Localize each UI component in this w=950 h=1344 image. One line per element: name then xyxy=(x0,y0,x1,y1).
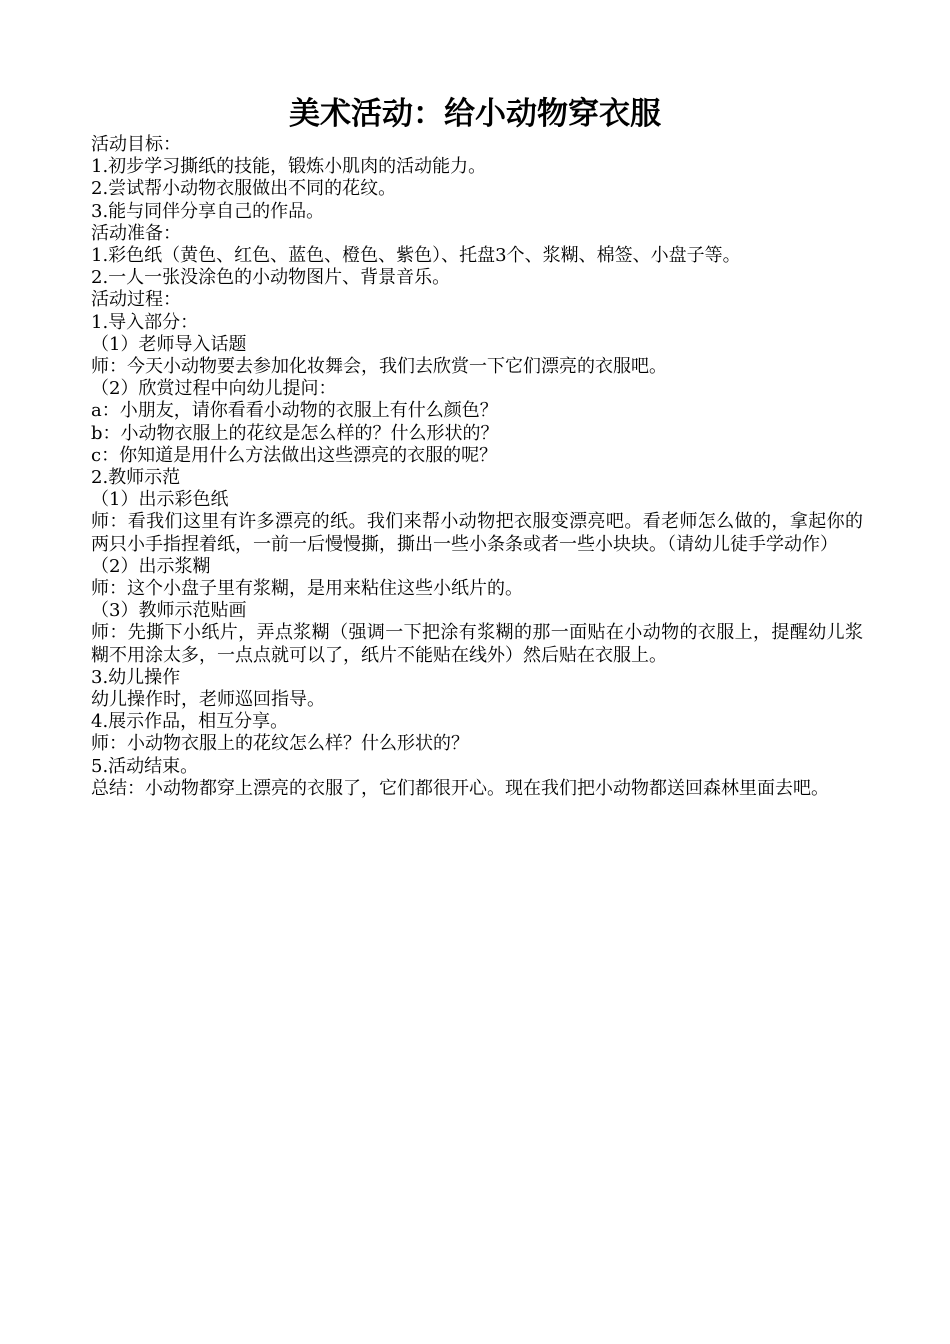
goal-item: 1.初步学习撕纸的技能，锻炼小肌肉的活动能力。 xyxy=(91,156,487,178)
goal-item: 2.尝试帮小动物衣服做出不同的花纹。 xyxy=(91,178,397,200)
question-line: a：小朋友，请你看看小动物的衣服上有什么颜色？ xyxy=(91,400,498,422)
preparation-item: 2.一人一张没涂色的小动物图片、背景音乐。 xyxy=(91,267,451,289)
section-heading-goals: 活动目标： xyxy=(91,134,181,155)
body-line: 幼儿操作时，老师巡回指导。 xyxy=(91,689,325,711)
teacher-paste-paragraph: 师：先撕下小纸片，弄点浆糊（强调一下把涂有浆糊的那一面贴在小动物的衣服上，提醒幼儿浆糊不用涂太多，一点点就可以了，纸片不能贴在线外）然后贴在衣服上。 xyxy=(91,622,863,666)
teacher-line: 师：今天小动物要去参加化妆舞会，我们去欣赏一下它们漂亮的衣服吧。 xyxy=(91,356,667,378)
process-substep: （3）教师示范贴画 xyxy=(91,600,247,622)
process-substep: （2）出示浆糊 xyxy=(91,555,211,577)
summary-paragraph: 总结：小动物都穿上漂亮的衣服了，它们都很开心。现在我们把小动物都送回森林里面去吧。 xyxy=(91,777,829,799)
process-substep: （1）老师导入话题 xyxy=(91,333,247,355)
document-title: 美术活动：给小动物穿衣服 xyxy=(289,96,661,132)
process-step: 4.展示作品，相互分享。 xyxy=(91,711,289,733)
process-substep: （1）出示彩色纸 xyxy=(91,489,229,511)
process-substep: （2）欣赏过程中向幼儿提问： xyxy=(91,378,337,400)
teacher-line: 师：小动物衣服上的花纹怎么样？什么形状的？ xyxy=(91,733,469,755)
teacher-line: 师：这个小盘子里有浆糊，是用来粘住这些小纸片的。 xyxy=(91,578,523,600)
teacher-demo-paragraph: 师：看我们这里有许多漂亮的纸。我们来帮小动物把衣服变漂亮吧。看老师怎么做的，拿起你的两只小手指捏着纸，一前一后慢慢撕，撕出一些小条条或者一些小块块。（请幼儿徒手学动作） xyxy=(91,511,863,555)
process-step: 5.活动结束。 xyxy=(91,755,199,777)
process-step: 1.导入部分： xyxy=(91,311,199,333)
section-heading-process: 活动过程： xyxy=(91,289,181,311)
section-heading-preparation: 活动准备： xyxy=(91,222,181,244)
question-line: b：小动物衣服上的花纹是怎么样的？什么形状的？ xyxy=(91,422,499,444)
question-line: c：你知道是用什么方法做出这些漂亮的衣服的呢？ xyxy=(91,444,498,466)
goal-item: 3.能与同伴分享自己的作品。 xyxy=(91,200,325,222)
process-step: 2.教师示范 xyxy=(91,467,181,489)
document-body xyxy=(91,134,863,800)
process-step: 3.幼儿操作 xyxy=(91,666,181,688)
preparation-item: 1.彩色纸（黄色、红色、蓝色、橙色、紫色）、托盘3个、浆糊、棉签、小盘子等。 xyxy=(91,245,741,267)
